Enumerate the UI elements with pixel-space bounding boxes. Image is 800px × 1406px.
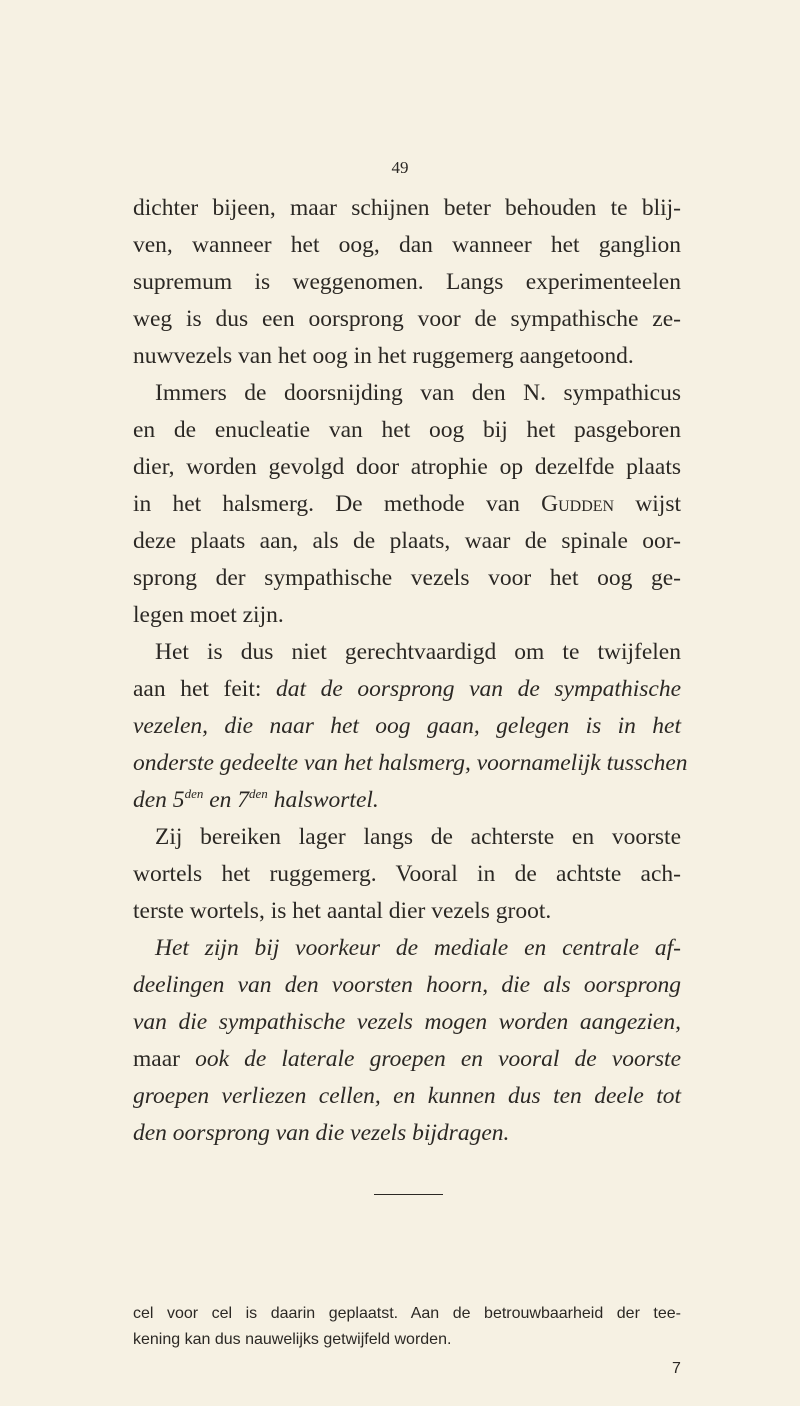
- text-segment: den 5: [133, 787, 185, 813]
- text-line: supremum is weggenomen. Langs experimenteelen: [133, 269, 681, 295]
- text-segment: maar: [133, 1046, 180, 1072]
- text-line: [133, 785, 681, 815]
- text-segment: wijst: [635, 491, 682, 517]
- footnote-divider: [374, 1194, 443, 1195]
- text-line: [133, 674, 681, 704]
- text-line: en de enucleatie van het oog bij het pasgeboren: [133, 417, 681, 443]
- text-segment: aan het feit:: [133, 676, 262, 702]
- page-number: 49: [391, 158, 409, 177]
- signature-mark: 7: [672, 1360, 681, 1377]
- text-line: dichter bijeen, maar schijnen beter behouden te blij-: [133, 195, 681, 221]
- text-line: Het is dus niet gerechtvaardigd om te twijfelen: [155, 639, 681, 665]
- text-line: Immers de doorsnijding van den N. sympathicus: [155, 380, 681, 406]
- text-line: den oorsprong van die vezels bijdragen.: [133, 1120, 510, 1146]
- text-line: nuwvezels van het oog in het ruggemerg aangetoond.: [133, 343, 634, 369]
- text-line: onderste gedeelte van het halsmerg, voornamelijk tusschen: [133, 750, 688, 776]
- text-segment: en 7: [209, 787, 250, 813]
- text-segment: in het halsmerg. De methode van: [133, 491, 520, 517]
- superscript: den: [184, 786, 204, 802]
- text-line: Zij bereiken lager langs de achterste en voorste: [155, 824, 681, 850]
- text-line: groepen verliezen cellen, en kunnen dus ten deele tot: [133, 1083, 681, 1109]
- text-line: deze plaats aan, als de plaats, waar de spinale oor-: [133, 528, 681, 554]
- text-line: weg is dus een oorsprong voor de sympathische ze-: [133, 306, 681, 332]
- footnote-line: kening kan dus nauwelijks getwijfeld worden.: [133, 1331, 452, 1348]
- author-name: Gudden: [541, 491, 615, 517]
- text-segment: halswortel.: [273, 787, 379, 813]
- text-line: vezelen, die naar het oog gaan, gelegen is in het: [133, 713, 681, 739]
- text-line: [133, 489, 681, 519]
- italic-segment: dat de oorsprong van de sympathische: [275, 676, 681, 702]
- text-line: deelingen van den voorsten hoorn, die als oorsprong: [133, 972, 681, 998]
- text-line: legen moet zijn.: [133, 602, 284, 628]
- italic-segment: ook de laterale groepen en vooral de voorste: [195, 1046, 682, 1072]
- text-line: van die sympathische vezels mogen worden aangezien,: [133, 1009, 681, 1035]
- text-line: Het zijn bij voorkeur de mediale en centrale af-: [155, 935, 681, 961]
- superscript: den: [249, 786, 268, 802]
- text-line: dier, worden gevolgd door atrophie op dezelfde plaats: [133, 454, 681, 480]
- text-line: ven, wanneer het oog, dan wanneer het ganglion: [133, 232, 681, 258]
- footnote-line: cel voor cel is daarin geplaatst. Aan de betrouwbaarheid der tee-: [133, 1305, 681, 1322]
- text-line: terste wortels, is het aantal dier vezels groot.: [133, 898, 552, 924]
- text-line: wortels het ruggemerg. Vooral in de achtste ach-: [133, 861, 681, 887]
- text-line: [133, 1044, 681, 1074]
- text-line: sprong der sympathische vezels voor het oog ge-: [133, 565, 681, 591]
